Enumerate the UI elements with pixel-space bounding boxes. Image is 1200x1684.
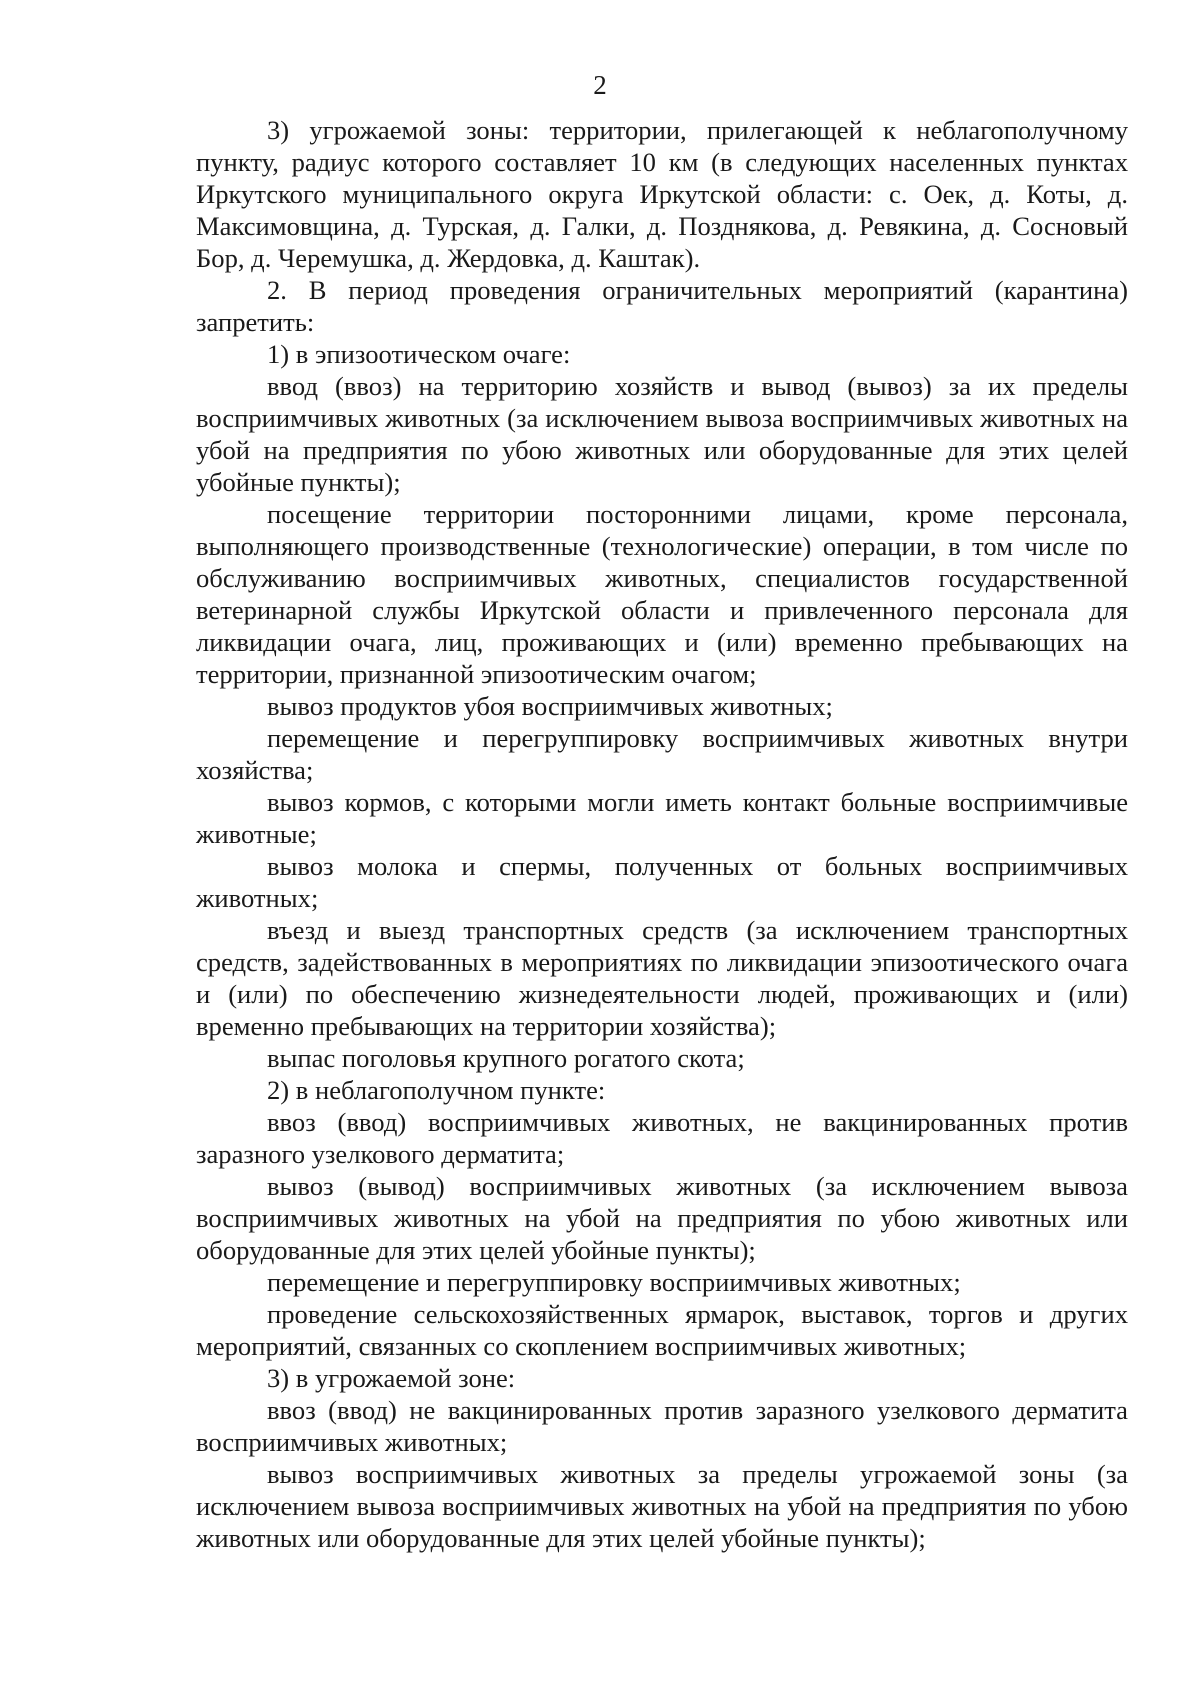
subheading-epizootic-focus: 1) в эпизоотическом очаге: (267, 339, 571, 369)
list-item: ввод (ввоз) на территорию хозяйств и вывод (вывоз) за их пределы восприимчивых животных (за исключением вывоза восприимчивых животных на убой на предприятия по убою животных или оборудованные для этих целей убойные пункты); (196, 371, 1128, 497)
paragraph-prohibit-intro: 2. В период проведения ограничительных мероприятий (карантина) запретить: (196, 275, 1128, 337)
list-item: вывоз (вывод) восприимчивых животных (за исключением вывоза восприимчивых животных на убой на предприятия по убою животных или оборудованные для этих целей убойные пункты); (196, 1171, 1128, 1265)
list-item: посещение территории посторонними лицами, кроме персонала, выполняющего производственные (технологические) операции, в том числе по обслуживанию восприимчивых животных, специалистов государственной ветеринарной службы Иркутской области и привлеченного персонала для ликвидации очага, лиц, проживающих и (или) временно пребывающих на территории, признанной эпизоотическим очагом; (196, 499, 1128, 689)
list-item: проведение сельскохозяйственных ярмарок, выставок, торгов и других мероприятий, связанных со скоплением восприимчивых животных; (196, 1299, 1128, 1361)
list-item: вывоз продуктов убоя восприимчивых животных; (267, 691, 833, 721)
list-item: ввоз (ввод) не вакцинированных против заразного узелкового дерматита восприимчивых животных; (196, 1395, 1128, 1457)
list-item: ввоз (ввод) восприимчивых животных, не вакцинированных против заразного узелкового дерматита; (196, 1107, 1128, 1169)
page-number: 2 (593, 70, 607, 100)
list-item: вывоз кормов, с которыми могли иметь контакт больные восприимчивые животные; (196, 787, 1128, 849)
list-item: перемещение и перегруппировку восприимчивых животных внутри хозяйства; (196, 723, 1128, 785)
list-item: въезд и выезд транспортных средств (за исключением транспортных средств, задействованных в мероприятиях по ликвидации эпизоотического очага и (или) по обеспечению жизнедеятельности людей, проживающих и (или) временно пребывающих на территории хозяйства); (196, 915, 1128, 1041)
subheading-unfavorable-point: 2) в неблагополучном пункте: (267, 1075, 606, 1105)
document-body (196, 114, 1128, 1554)
list-item: вывоз восприимчивых животных за пределы угрожаемой зоны (за исключением вывоза восприимчивых животных на убой на предприятия по убою животных или оборудованные для этих целей убойные пункты); (196, 1459, 1128, 1553)
list-item: перемещение и перегруппировку восприимчивых животных; (267, 1267, 961, 1297)
list-item: выпас поголовья крупного рогатого скота; (267, 1043, 745, 1073)
subheading-threatened-zone: 3) в угрожаемой зоне: (267, 1363, 516, 1393)
list-item: вывоз молока и спермы, полученных от больных восприимчивых животных; (196, 851, 1128, 913)
paragraph-threatened-zone-definition: 3) угрожаемой зоны: территории, прилегающей к неблагополучному пункту, радиус которого составляет 10 км (в следующих населенных пунктах Иркутского муниципального округа Иркутской области: с. Оек, д. Коты, д. Максимовщина, д. Турская, д. Галки, д. Позднякова, д. Ревякина, д. Сосновый Бор, д. Черемушка, д. Жердовка, д. Каштак). (196, 115, 1128, 273)
